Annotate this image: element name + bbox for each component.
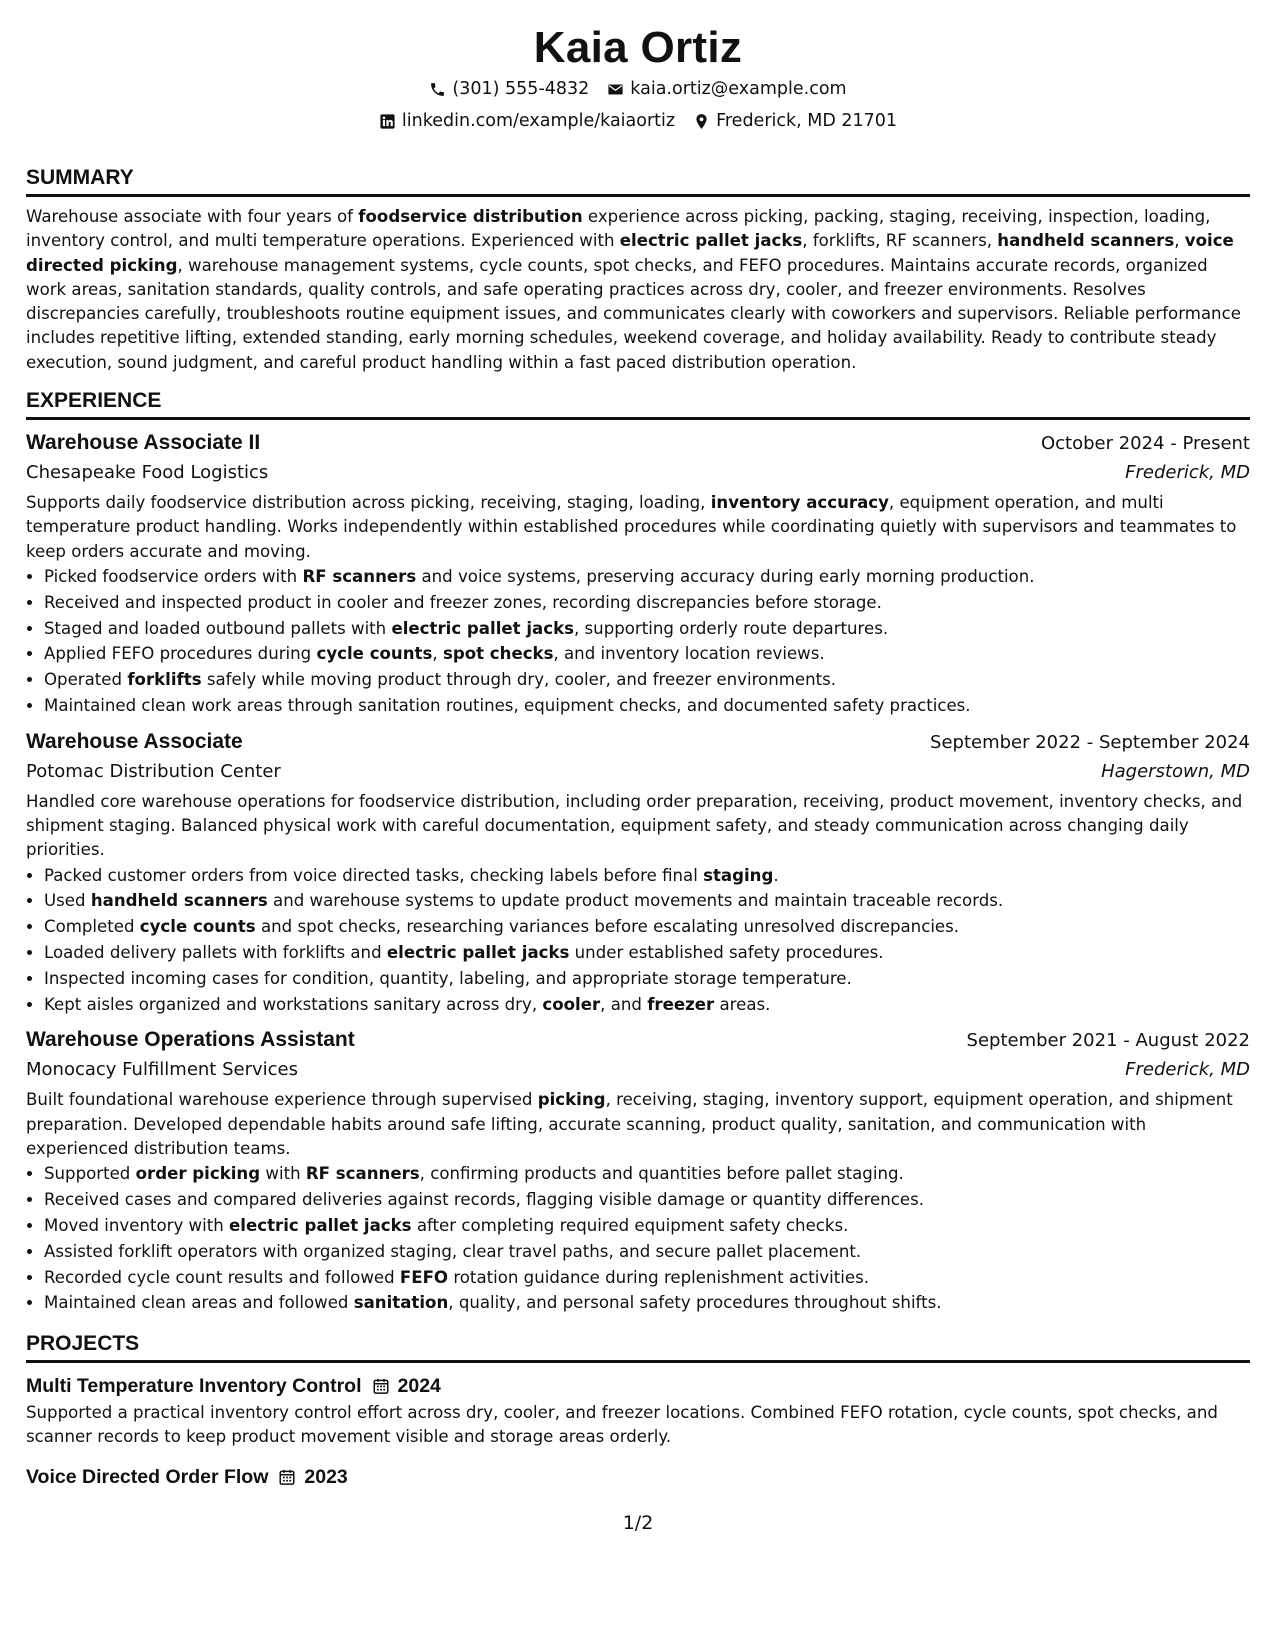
bullet-item (44, 914, 1250, 940)
text-run: Built foundational warehouse experience through supervised (26, 1090, 538, 1110)
job-title: Warehouse Associate (26, 729, 243, 753)
text-run: safely while moving product through dry, cooler, and freezer environments. (201, 670, 837, 690)
emphasized-text: RF scanners (305, 1164, 420, 1184)
summary-heading: SUMMARY (26, 164, 1250, 197)
emphasized-text: order picking (135, 1164, 261, 1184)
text-run: , and (600, 994, 648, 1014)
email-text: kaia.ortiz@example.com (630, 79, 847, 99)
text-run: . (773, 865, 779, 885)
job-company: Potomac Distribution Center (26, 760, 281, 782)
job-entry (26, 727, 1250, 1018)
text-run: Used (44, 891, 91, 911)
linkedin-icon (379, 113, 396, 130)
calendar-icon (372, 1377, 390, 1395)
job-title: Warehouse Operations Assistant (26, 1028, 355, 1052)
emphasized-text: electric pallet jacks (619, 231, 803, 251)
job-location: Frederick, MD (1125, 462, 1250, 484)
emphasized-text: sanitation (353, 1293, 449, 1313)
text-run: , warehouse management systems, cycle counts, spot checks, and FEFO procedures. Maintains accurate records, organized work areas, sanitation standards, quality controls, and safe operating practices across dry, cooler, and freezer environments. Resolves discrepancies carefully, troubleshoots routine equipment issues, and communicates clearly with coworkers and supervisors. Reliable performance includes repetitive lifting, extended standing, early morning schedules, weekend coverage, and holiday availability. Ready to contribute steady execution, sound judgment, and careful product handling within a fast paced distribution operation. (26, 255, 1241, 372)
emphasized-text: FEFO (399, 1267, 449, 1287)
project-year: 2024 (397, 1375, 441, 1398)
text-run: and warehouse systems to update product movements and maintain traceable records. (267, 891, 1004, 911)
project-year: 2023 (304, 1465, 348, 1488)
envelope-icon (607, 81, 624, 98)
emphasized-text: staging (703, 865, 774, 885)
text-run: under established safety procedures. (569, 943, 884, 963)
job-bullets (26, 564, 1250, 719)
projects-heading: PROJECTS (26, 1330, 1250, 1363)
text-run: Handled core warehouse operations for foodservice distribution, including order preparation, receiving, product movement, inventory checks, and shipment staging. Balanced physical work with careful documentation, equipment safety, and steady communication across changing daily priorities. (26, 791, 1243, 860)
contact-row-2 (26, 106, 1250, 136)
text-run: Staged and loaded outbound pallets with (44, 618, 392, 638)
bullet-item (44, 1213, 1250, 1239)
job-location: Hagerstown, MD (1101, 760, 1250, 782)
emphasized-text: cycle counts (316, 644, 433, 664)
text-run: Kept aisles organized and workstations sanitary across dry, (44, 994, 543, 1014)
experience-heading: EXPERIENCE (26, 387, 1250, 420)
text-run: Operated (44, 670, 128, 690)
bullet-item (44, 992, 1250, 1018)
emphasized-text: cooler (542, 994, 601, 1014)
text-run: and spot checks, researching variances before escalating unresolved discrepancies. (255, 917, 960, 937)
text-run: , (1174, 231, 1185, 251)
text-run: Warehouse associate with four years of (26, 207, 359, 226)
text-run: after completing required equipment safety checks. (411, 1215, 849, 1235)
emphasized-text: voice directed picking (26, 231, 1234, 275)
text-run: Picked foodservice orders with (44, 566, 303, 586)
bullet-item (44, 1187, 1250, 1213)
emphasized-text: freezer (647, 994, 715, 1014)
project-description: Supported a practical inventory control effort across dry, cooler, and freezer locations. Combined FEFO rotation, cycle counts, spot checks, and scanner records to keep product movement visible and storage areas orderly. (26, 1403, 1218, 1447)
job-description (26, 1088, 1250, 1161)
bullet-item (44, 1239, 1250, 1265)
phone-icon (429, 81, 446, 98)
bullet-item (44, 641, 1250, 667)
text-run: , supporting orderly route departures. (573, 618, 889, 638)
text-run: Applied FEFO procedures during (44, 644, 317, 664)
text-run: Supports daily foodservice distribution across picking, receiving, staging, loading, (26, 493, 711, 513)
bullet-item (44, 1290, 1250, 1316)
candidate-name: Kaia Ortiz (533, 23, 743, 72)
contact-email (607, 74, 846, 104)
contact-row-1 (26, 74, 1250, 104)
job-location: Frederick, MD (1125, 1059, 1250, 1081)
job-bullets (26, 863, 1250, 1018)
text-run: , forklifts, RF scanners, (802, 231, 998, 251)
text-run: Recorded cycle count results and followed (44, 1267, 400, 1287)
text-run: Assisted forklift operators with organized staging, clear travel paths, and secure pallet placement. (44, 1241, 862, 1261)
emphasized-text: handheld scanners (997, 231, 1175, 251)
phone-text: (301) 555-4832 (452, 79, 590, 99)
text-run: areas. (714, 994, 771, 1014)
text-run: Moved inventory with (44, 1215, 230, 1235)
bullet-item (44, 564, 1250, 590)
text-run: , quality, and personal safety procedures throughout shifts. (448, 1293, 942, 1313)
bullet-item (44, 1161, 1250, 1187)
bullet-item (44, 590, 1250, 616)
job-company: Chesapeake Food Logistics (26, 462, 269, 484)
bullet-item (44, 1265, 1250, 1291)
job-description (26, 790, 1250, 863)
emphasized-text: handheld scanners (90, 891, 268, 911)
text-run: Loaded delivery pallets with forklifts and (44, 943, 387, 963)
text-run: , equipment operation, and multi temperature product handling. Works independently within established procedures while coordinating quietly with supervisors and teammates to keep orders accurate and moving. (26, 493, 1237, 561)
emphasized-text: electric pallet jacks (229, 1215, 412, 1235)
experience-list (26, 428, 1250, 1316)
job-entry (26, 428, 1250, 719)
bullet-item (44, 863, 1250, 889)
job-company: Monocacy Fulfillment Services (26, 1059, 298, 1081)
text-run: Maintained clean work areas through sanitation routines, equipment checks, and documented safety practices. (44, 695, 971, 715)
text-run: , (432, 644, 443, 664)
contact-phone (429, 74, 589, 104)
emphasized-text: RF scanners (302, 566, 417, 586)
map-pin-icon (693, 113, 710, 130)
text-run: and voice systems, preserving accuracy during early morning production. (416, 566, 1035, 586)
text-run: Received cases and compared deliveries against records, flagging visible damage or quantity differences. (44, 1190, 925, 1210)
project-name: Voice Directed Order Flow (26, 1465, 269, 1488)
job-entry (26, 1025, 1250, 1316)
emphasized-text: cycle counts (139, 917, 256, 937)
text-run: experience across picking, packing, staging, receiving, inspection, loading, inventory control, and multi temperature operations. Experienced with (26, 207, 1211, 251)
calendar-icon (278, 1468, 296, 1486)
job-bullets (26, 1161, 1250, 1316)
bullet-item (44, 667, 1250, 693)
project-entry (26, 1462, 1250, 1492)
text-run: , receiving, staging, inventory support, equipment operation, and shipment preparation. Developed dependable habits around safe lifting, accurate scanning, product quality, sanitation, and communication with experienced distribution teams. (26, 1090, 1233, 1159)
location-text: Frederick, MD 21701 (716, 111, 898, 131)
emphasized-text: inventory accuracy (710, 493, 889, 513)
text-run: Maintained clean areas and followed (44, 1293, 354, 1313)
linkedin-text: linkedin.com/example/kaiaortiz (401, 111, 676, 131)
text-run: , confirming products and quantities before pallet staging. (419, 1164, 904, 1184)
summary-text (26, 205, 1250, 375)
page-number: 1/2 (622, 1512, 654, 1534)
job-dates: September 2021 - August 2022 (966, 1030, 1250, 1052)
bullet-item (44, 888, 1250, 914)
bullet-item (44, 693, 1250, 719)
resume-page (26, 0, 1250, 1650)
project-name: Multi Temperature Inventory Control (26, 1375, 362, 1398)
contact-linkedin (379, 106, 675, 136)
text-run: Inspected incoming cases for condition, quantity, labeling, and appropriate storage temperature. (44, 968, 852, 988)
text-run: Completed (44, 917, 140, 937)
emphasized-text: forklifts (127, 670, 202, 690)
bullet-item (44, 966, 1250, 992)
text-run: Received and inspected product in cooler and freezer zones, recording discrepancies before storage. (44, 592, 882, 612)
text-run: Supported (44, 1164, 136, 1184)
emphasized-text: picking (537, 1090, 606, 1110)
job-description (26, 491, 1250, 564)
project-entry (26, 1371, 1250, 1450)
text-run: , and inventory location reviews. (553, 644, 825, 664)
text-run: rotation guidance during replenishment activities. (448, 1267, 870, 1287)
text-run: Packed customer orders from voice directed tasks, checking labels before final (44, 865, 704, 885)
emphasized-text: electric pallet jacks (386, 943, 570, 963)
job-dates: October 2024 - Present (1040, 433, 1250, 455)
emphasized-text: electric pallet jacks (391, 618, 574, 638)
bullet-item (44, 616, 1250, 642)
emphasized-text: foodservice distribution (358, 207, 583, 226)
job-title: Warehouse Associate II (26, 431, 261, 455)
job-dates: September 2022 - September 2024 (930, 731, 1250, 753)
text-run: with (260, 1164, 306, 1184)
bullet-item (44, 940, 1250, 966)
contact-location (693, 106, 897, 136)
emphasized-text: spot checks (442, 644, 554, 664)
